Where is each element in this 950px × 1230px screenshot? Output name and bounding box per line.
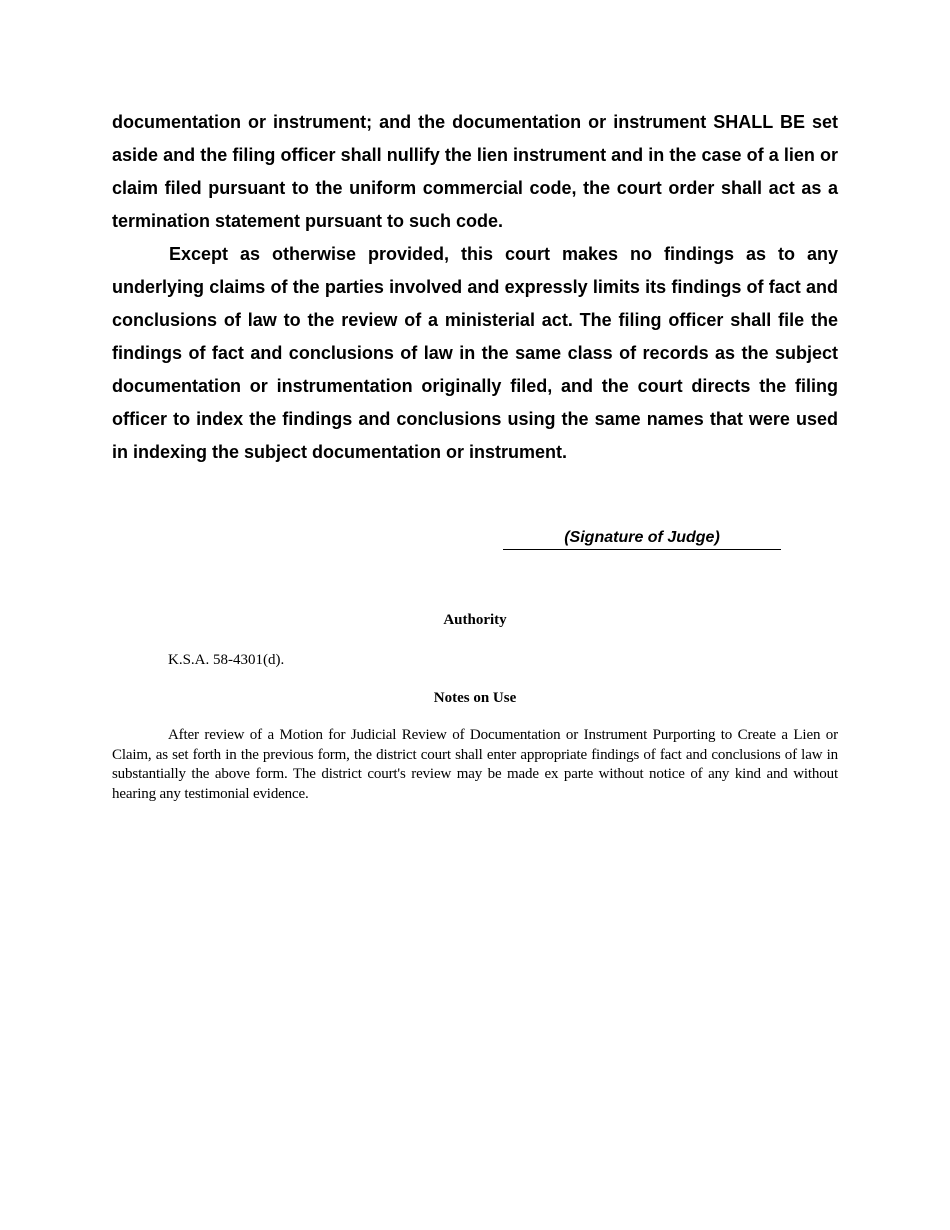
- judge-signature-line: (Signature of Judge): [503, 528, 781, 550]
- order-paragraph-findings: Except as otherwise provided, this court makes no findings as to any underlying claims of the parties involved and expressly limits its findings of fact and conclusions of law to the review of a ministerial act. The filing officer shall file the findings of fact and conclusions of law in the same class of records as the subject documentation or instrumentation originally filed, and the court directs the filing officer to index the findings and conclusions using the same names that were used in indexing the subject documentation or instrument.: [112, 244, 838, 462]
- authority-heading: Authority: [443, 612, 507, 628]
- order-paragraph-continuation: documentation or instrument; and the documentation or instrument SHALL BE set aside and the filing officer shall nullify the lien instrument and in the case of a lien or claim filed pursuant to the uniform commercial code, the court order shall act as a termination statement pursuant to such code.: [112, 112, 838, 231]
- authority-citation: K.S.A. 58-4301(d).: [168, 652, 285, 668]
- notes-on-use-text: After review of a Motion for Judicial Review of Documentation or Instrument Purporting to Create a Lien or Claim, as set forth in the previous form, the district court shall enter appropriate findings of fact and conclusions of law in substantially the above form. The district court's review may be made ex parte without notice of any kind and without hearing any testimonial evidence.: [112, 727, 838, 802]
- notes-on-use-heading: Notes on Use: [433, 690, 517, 706]
